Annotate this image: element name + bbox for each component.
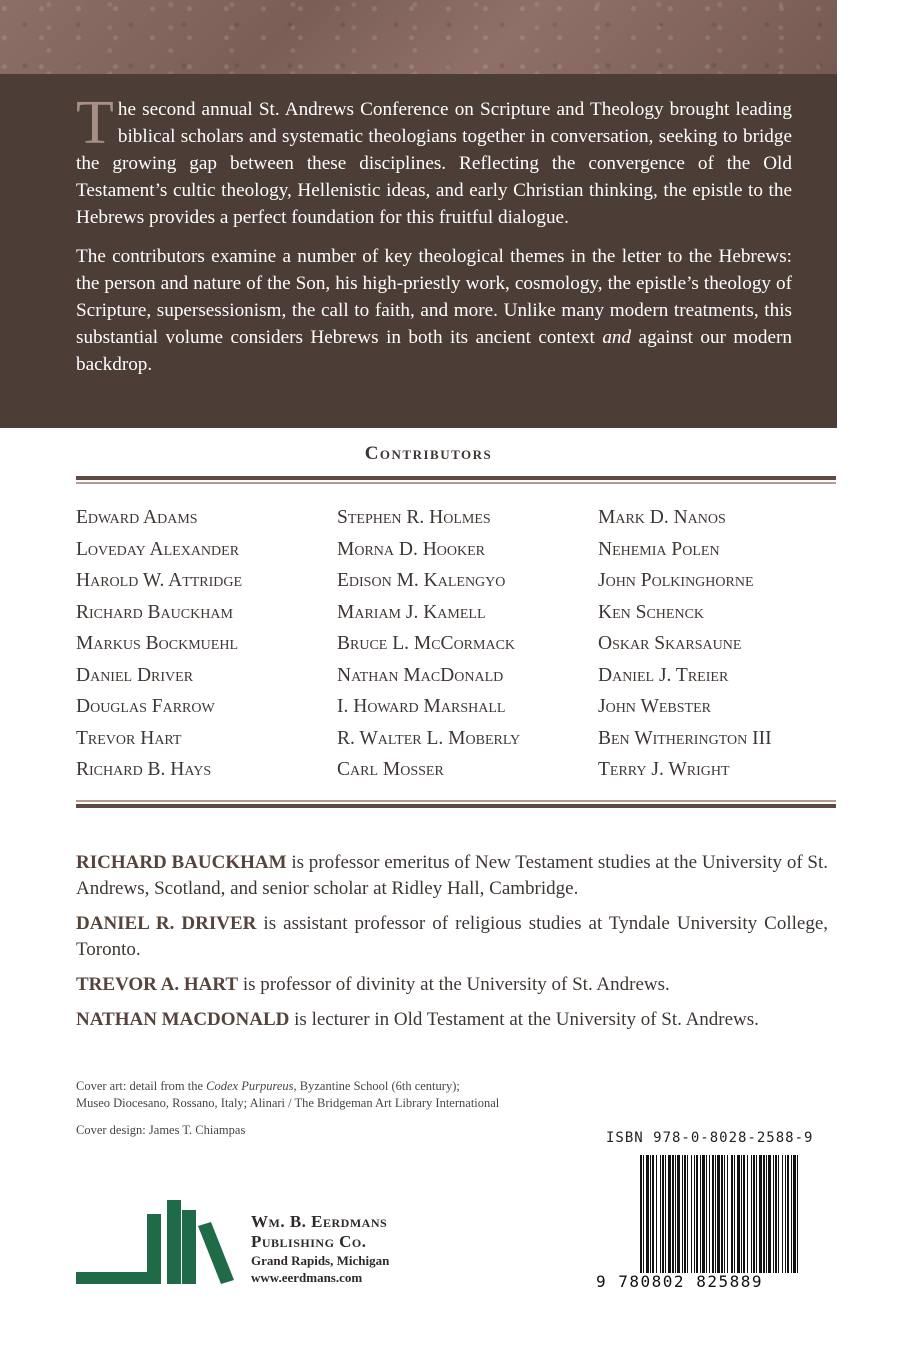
cover-design-credit: Cover design: James T. Chiampas	[76, 1123, 246, 1137]
book-description	[76, 89, 792, 390]
barcode-bar	[782, 1155, 783, 1273]
contributors-heading: Contributors	[364, 443, 493, 464]
contributor-name: Richard Bauckham	[76, 601, 233, 623]
contributor-name: Mariam J. Kamell	[337, 601, 486, 623]
barcode-bar	[756, 1155, 757, 1273]
contributor-name: Daniel J. Treier	[598, 664, 729, 686]
barcode-bar	[709, 1155, 710, 1273]
contributor-name: Mark D. Nanos	[598, 507, 726, 528]
publisher-name-line2: Publishing Co.	[251, 1232, 367, 1251]
contributor-name: Trevor Hart	[76, 727, 182, 749]
contributor-name: Ken Schenck	[598, 601, 705, 623]
contributor-name: Nehemia Polen	[598, 538, 720, 560]
contributor-name: Nathan MacDonald	[337, 664, 504, 686]
barcode-bar	[650, 1155, 651, 1273]
barcode-bar	[677, 1155, 680, 1273]
barcode-bar	[640, 1155, 642, 1273]
barcode-bar	[682, 1155, 683, 1273]
barcode-bar	[672, 1155, 674, 1273]
barcode-bar	[691, 1155, 692, 1273]
bottom-divider	[76, 800, 836, 808]
contributor-name: Loveday Alexander	[76, 538, 240, 560]
publisher-name: Wm. B. Eerdmans	[251, 1212, 388, 1231]
contributor-name: John Polkinghorne	[598, 570, 754, 591]
barcode	[640, 1155, 798, 1273]
barcode-bar	[662, 1155, 664, 1273]
barcode-bar	[785, 1155, 786, 1273]
contributor-name: John Webster	[598, 696, 711, 717]
contributor-name: Harold W. Attridge	[76, 570, 243, 591]
barcode-bar	[712, 1155, 714, 1273]
contributors-column-3	[598, 502, 772, 786]
contributor-name: Carl Mosser	[337, 759, 444, 780]
barcode-bar	[694, 1155, 695, 1273]
barcode-bar	[791, 1155, 792, 1273]
barcode-bar	[737, 1155, 740, 1273]
barcode-bar	[734, 1155, 735, 1273]
contributor-name: I. Howard Marshall	[337, 696, 506, 717]
contributor-name: Oskar Skarsaune	[598, 633, 742, 654]
eerdmans-books-logo-icon	[76, 1200, 238, 1286]
barcode-bar	[763, 1155, 765, 1273]
barcode-bar	[797, 1155, 798, 1273]
barcode-bar	[793, 1155, 796, 1273]
barcode-bar	[665, 1155, 666, 1273]
barcode-bar	[773, 1155, 774, 1273]
barcode-number: 9 780802 825889	[596, 1272, 763, 1291]
barcode-bar	[652, 1155, 654, 1273]
barcode-bar	[717, 1155, 720, 1273]
barcode-bar	[656, 1155, 657, 1273]
contributors-column-1	[76, 502, 242, 786]
contributor-name: Douglas Farrow	[76, 696, 215, 717]
barcode-bar	[759, 1155, 762, 1273]
contributor-name: Terry J. Wright	[598, 759, 730, 780]
barcode-bar	[768, 1155, 771, 1273]
barcode-bar	[787, 1155, 789, 1273]
description-paragraph-2: The contributors examine a number of key theological themes in the letter to the Hebrews: the person and nature of the Son, his high-priestly work, cosmology, the epistle’s theology of Scripture, supersessionism, the call to faith, and more. Unlike many modern treatments, this substantial volume considers Hebrews in both its ancient context and against our modern backdrop.	[76, 246, 792, 375]
isbn-label: ISBN 978-0-8028-2588-9	[606, 1130, 814, 1146]
contributor-name: Daniel Driver	[76, 664, 194, 686]
barcode-bar	[684, 1155, 686, 1273]
barcode-bar	[643, 1155, 644, 1273]
contributors-column-2	[337, 502, 520, 786]
bio-bauckham: RICHARD BAUCKHAM is professor emeritus of New Testament studies at the University of St. Andrews, Scotland, and senior scholar at Ridley Hall, Cambridge.	[76, 852, 828, 899]
barcode-bar	[731, 1155, 733, 1273]
contributor-name: Markus Bockmuehl	[76, 633, 239, 654]
contributor-name: Edward Adams	[76, 507, 198, 528]
barcode-bar	[727, 1155, 728, 1273]
barcode-bar	[715, 1155, 716, 1273]
contributor-name: Richard B. Hays	[76, 759, 212, 780]
publisher-block	[251, 1212, 389, 1286]
cover-stone-texture	[0, 0, 837, 74]
bio-driver: DANIEL R. DRIVER is assistant professor of religious studies at Tyndale University College, Toronto.	[76, 913, 829, 960]
contributor-name: Edison M. Kalengyo	[337, 570, 506, 591]
barcode-bar	[675, 1155, 676, 1273]
barcode-bar	[721, 1155, 723, 1273]
barcode-bar	[702, 1155, 705, 1273]
contributor-name: Morna D. Hooker	[337, 538, 486, 560]
bio-hart: TREVOR A. HART is professor of divinity at the University of St. Andrews.	[76, 974, 670, 995]
barcode-bar	[646, 1155, 649, 1273]
barcode-bar	[706, 1155, 707, 1273]
publisher-website: www.eerdmans.com	[251, 1270, 363, 1285]
barcode-bar	[696, 1155, 698, 1273]
publisher-location: Grand Rapids, Michigan	[251, 1253, 390, 1268]
barcode-bar	[751, 1155, 752, 1273]
description-paragraph-1: The second annual St. Andrews Conference on Scripture and Theology brought leading biblical scholars and systematic theologians together in conversation, seeking to bridge the growing gap between these disciplines. Reflecting the convergence of the Old Testament’s cultic theology, Hellenistic ideas, and early Christian thinking, the epistle to the Hebrews provides a perfect foundation for this fruitful dialogue.	[76, 89, 792, 228]
contributor-name: Ben Witherington III	[598, 727, 772, 749]
top-divider	[76, 476, 836, 484]
contributor-name: R. Walter L. Moberly	[337, 727, 521, 749]
barcode-bar	[724, 1155, 725, 1273]
drop-cap: T	[76, 89, 114, 157]
barcode-bar	[743, 1155, 745, 1273]
barcode-bar	[668, 1155, 671, 1273]
barcode-bar	[775, 1155, 777, 1273]
barcode-bar	[753, 1155, 755, 1273]
barcode-bar	[687, 1155, 688, 1273]
barcode-bar	[700, 1155, 701, 1273]
contributor-name: Stephen R. Holmes	[337, 507, 491, 528]
bio-macdonald: NATHAN MACDONALD is lecturer in Old Testament at the University of St. Andrews.	[76, 1009, 759, 1030]
right-margin	[837, 0, 907, 1360]
contributor-name: Bruce L. McCormack	[337, 633, 516, 654]
barcode-bar	[660, 1155, 661, 1273]
barcode-bar	[741, 1155, 742, 1273]
barcode-bar	[778, 1155, 779, 1273]
barcode-bar	[766, 1155, 767, 1273]
cover-art-credit: Cover art: detail from the Codex Purpureus, Byzantine School (6th century); Museo Diocesano, Rossano, Italy; Alinari / The Bridgeman Art Library International	[76, 1079, 500, 1110]
editor-bios	[76, 850, 828, 1042]
barcode-bar	[747, 1155, 748, 1273]
